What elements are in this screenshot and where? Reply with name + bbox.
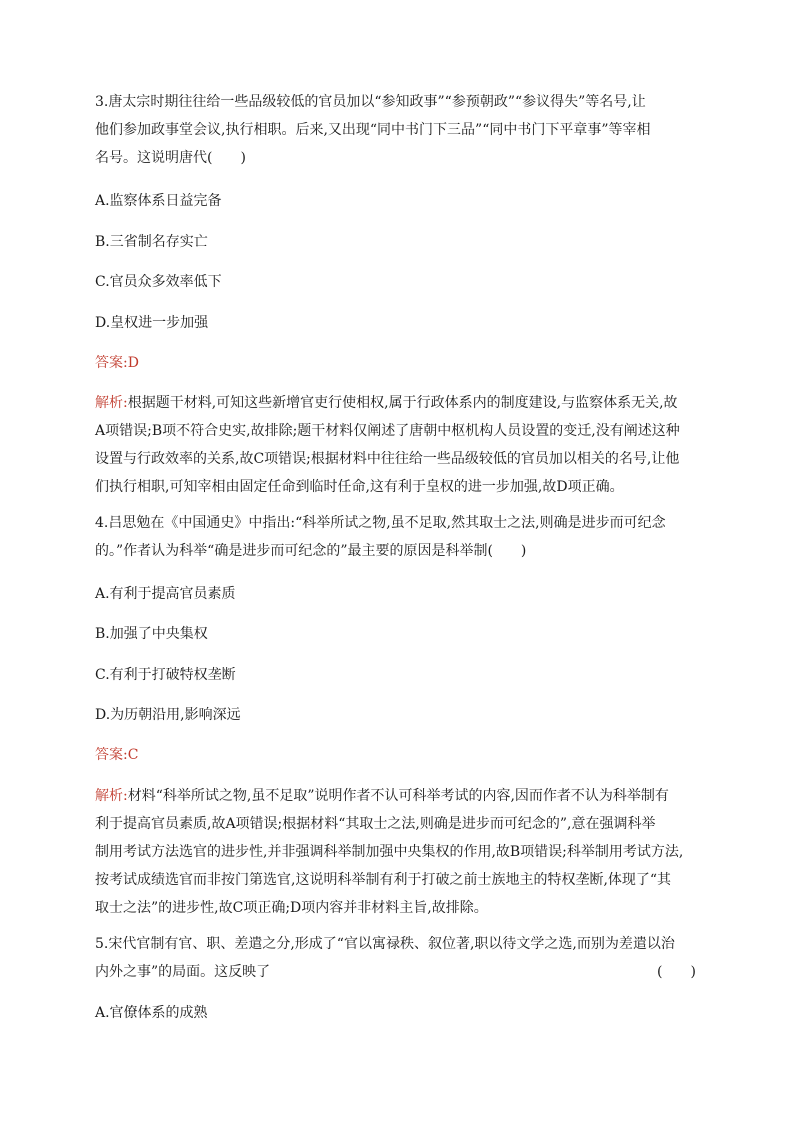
answer-blank: ( ) <box>657 964 696 980</box>
option-a: A.官僚体系的成熟 <box>95 1005 208 1021</box>
option-c: C.官员众多效率低下 <box>95 274 222 290</box>
option-d: D.皇权进一步加强 <box>95 315 209 331</box>
analysis-line: A项错误;B项不符合史实,故排除;题干材料仅阐述了唐朝中枢机构人员设置的变迁,没有阐述这种 <box>95 423 680 439</box>
question-3-stem <box>95 88 705 172</box>
analysis-line: 们执行相职,可知宰相由固定任命到临时任命,这有利于皇权的进一步加强,故D项正确。 <box>95 479 624 495</box>
question-4-stem <box>95 509 705 565</box>
option-c: C.有利于打破特权垄断 <box>95 667 236 683</box>
analysis-line: 制用考试方法选官的进步性,并非强调科举制加强中央集权的作用,故B项错误;科举制用考试方法, <box>95 844 684 860</box>
analysis-label: 解析: <box>95 788 128 804</box>
answer-label: 答案:C <box>95 747 139 763</box>
analysis-line: 设置与行政效率的关系,故C项错误;根据材料中往往给一些品级较低的官员加以相关的名号,让他 <box>95 451 680 467</box>
stem-line: 3.唐太宗时期往往给一些品级较低的官员加以“参知政事”“参预朝政”“参议得失”等名号,让 <box>95 94 646 110</box>
option-a: A.监察体系日益完备 <box>95 193 222 209</box>
analysis-line: 利于提高官员素质,故A项错误;根据材料“其取士之法,则确是进步而可纪念的”,意在强调科举 <box>95 816 656 832</box>
option-d: D.为历朝沿用,影响深远 <box>95 707 241 723</box>
analysis-line: 根据题干材料,可知这些新增官吏行使相权,属于行政体系内的制度建设,与监察体系无关,故 <box>127 395 678 411</box>
stem-line: 内外之事”的局面。这反映了 <box>95 964 271 980</box>
analysis-line: 材料“科举所试之物,虽不足取”说明作者不认可科举考试的内容,因而作者不认为科举制有 <box>127 788 669 804</box>
answer-label: 答案:D <box>95 355 139 371</box>
analysis-label: 解析: <box>95 395 128 411</box>
stem-line: 的。”作者认为科举“确是进步而可纪念的”最主要的原因是科举制( ) <box>95 543 527 559</box>
stem-line: 名号。这说明唐代( ) <box>95 150 246 166</box>
option-b: B.三省制名存实亡 <box>95 234 208 250</box>
question-5-stem <box>95 930 705 986</box>
analysis-line: 按考试成绩选官而非按门第选官,这说明科举制有利于打破之前士族地主的特权垄断,体现了“其 <box>95 872 672 888</box>
analysis-4 <box>95 782 705 922</box>
option-a: A.有利于提高官员素质 <box>95 586 236 602</box>
analysis-line: 取士之法”的进步性,故C项正确;D项内容并非材料主旨,故排除。 <box>95 900 488 916</box>
stem-line: 5.宋代官制有官、职、差遣之分,形成了“官以寓禄秩、叙位著,职以待文学之选,而别为差遣以治 <box>95 936 675 952</box>
stem-line: 4.吕思勉在《中国通史》中指出:“科举所试之物,虽不足取,然其取士之法,则确是进步而可纪念 <box>95 515 666 531</box>
analysis-3 <box>95 389 705 501</box>
stem-line: 他们参加政事堂会议,执行相职。后来,又出现“同中书门下三品”“同中书门下平章事”等宰相 <box>95 122 651 138</box>
option-b: B.加强了中央集权 <box>95 626 208 642</box>
